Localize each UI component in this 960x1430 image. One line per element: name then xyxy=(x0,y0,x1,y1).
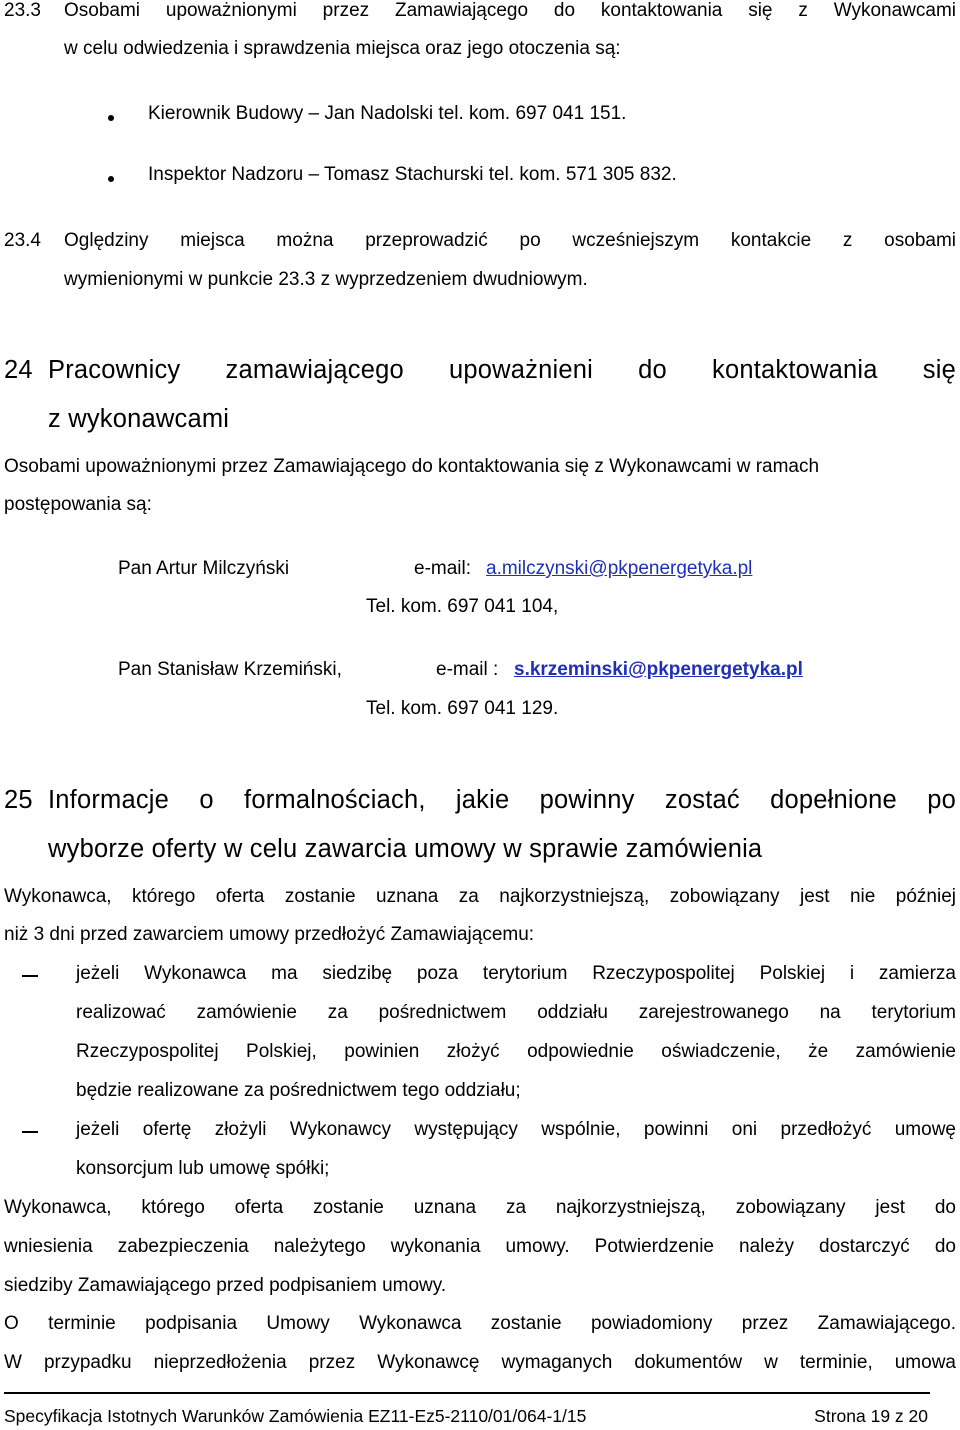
section-25-paragraph-1-line-1: Wykonawca, którego oferta zostanie uznana za najkorzystniejszą, zobowiązany jest nie później xyxy=(4,886,956,907)
section-23-3-line-1: Osobami upoważnionymi przez Zamawiającego do kontaktowania się z Wykonawcami xyxy=(64,0,956,21)
contact-phone: Tel. kom. 697 041 129. xyxy=(366,698,559,719)
dash-item-line: jeżeli Wykonawca ma siedzibę poza terytorium Rzeczypospolitej Polskiej i zamierza xyxy=(76,963,956,984)
section-25-title-line-2: wyborze oferty w celu zawarcia umowy w sprawie zamówienia xyxy=(48,835,763,863)
section-23-3-line-2: w celu odwiedzenia i sprawdzenia miejsca oraz jego otoczenia są: xyxy=(64,38,621,59)
section-24-intro-line-1: Osobami upoważnionymi przez Zamawiającego do kontaktowania się z Wykonawcami w ramach xyxy=(4,456,820,477)
dash-item-line: będzie realizowane za pośrednictwem tego oddziału; xyxy=(76,1080,521,1101)
section-number-23-4: 23.4 xyxy=(4,230,41,251)
section-number-25: 25 xyxy=(4,786,33,814)
footer-page-number: Strona 19 z 20 xyxy=(814,1406,928,1426)
section-25-paragraph-2-line-1: Wykonawca, którego oferta zostanie uznana za najkorzystniejszą, zobowiązany jest do xyxy=(4,1197,956,1218)
contact-email-label: e-mail : xyxy=(436,659,499,680)
dash-icon xyxy=(22,1131,38,1133)
contact-name: Pan Stanisław Krzemiński, xyxy=(118,659,342,680)
dash-item-line: konsorcjum lub umowę spółki; xyxy=(76,1158,330,1179)
contact-name: Pan Artur Milczyński xyxy=(118,558,290,579)
section-24-title-line-2: z wykonawcami xyxy=(48,405,230,433)
contact-email-label: e-mail: xyxy=(414,558,472,579)
section-number-24: 24 xyxy=(4,356,33,384)
section-23-4-line-1: Oględziny miejsca można przeprowadzić po wcześniejszym kontakcie z osobami xyxy=(64,230,956,251)
section-number-23-3: 23.3 xyxy=(4,0,41,21)
dash-icon xyxy=(22,975,38,977)
dash-item-line: jeżeli ofertę złożyli Wykonawcy występujący wspólnie, powinni oni przedłożyć umowę xyxy=(76,1119,956,1140)
bullet-icon xyxy=(108,176,114,182)
list-item: Inspektor Nadzoru – Tomasz Stachurski tel. kom. 571 305 832. xyxy=(148,164,677,185)
contact-email-link[interactable]: a.milczynski@pkpenergetyka.pl xyxy=(486,558,753,579)
bullet-icon xyxy=(108,115,114,121)
contact-email-link[interactable]: s.krzeminski@pkpenergetyka.pl xyxy=(514,659,803,680)
dash-item-line: Rzeczypospolitej Polskiej, powinien złożyć odpowiednie oświadczenie, że zamówienie xyxy=(76,1041,956,1062)
contact-phone: Tel. kom. 697 041 104, xyxy=(366,596,559,617)
dash-item-line: realizować zamówienie za pośrednictwem oddziału zarejestrowanego na terytorium xyxy=(76,1002,956,1023)
section-25-paragraph-3: O terminie podpisania Umowy Wykonawca zostanie powiadomiony przez Zamawiającego. xyxy=(4,1313,956,1334)
footer-document-title: Specyfikacja Istotnych Warunków Zamówienia EZ11-Ez5-2110/01/064-1/15 xyxy=(4,1406,587,1426)
section-24-title: Pracownicy zamawiającego upoważnieni do kontaktowania się xyxy=(48,356,956,384)
section-25-title: Informacje o formalnościach, jakie powinny zostać dopełnione po xyxy=(48,786,956,814)
section-23-4-line-2: wymienionymi w punkcie 23.3 z wyprzedzeniem dwudniowym. xyxy=(64,269,588,290)
section-25-paragraph-1-line-2: niż 3 dni przed zawarciem umowy przedłożyć Zamawiającemu: xyxy=(4,924,535,945)
section-24-intro-line-2: postępowania są: xyxy=(4,494,152,515)
section-25-paragraph-4: W przypadku nieprzedłożenia przez Wykonawcę wymaganych dokumentów w terminie, umowa xyxy=(4,1352,956,1373)
footer-divider xyxy=(4,1392,930,1394)
list-item: Kierownik Budowy – Jan Nadolski tel. kom. 697 041 151. xyxy=(148,103,627,124)
section-25-paragraph-2-line-2: wniesienia zabezpieczenia należytego wykonania umowy. Potwierdzenie należy dostarczyć do xyxy=(4,1236,956,1257)
section-25-paragraph-2-line-3: siedziby Zamawiającego przed podpisaniem umowy. xyxy=(4,1275,447,1296)
